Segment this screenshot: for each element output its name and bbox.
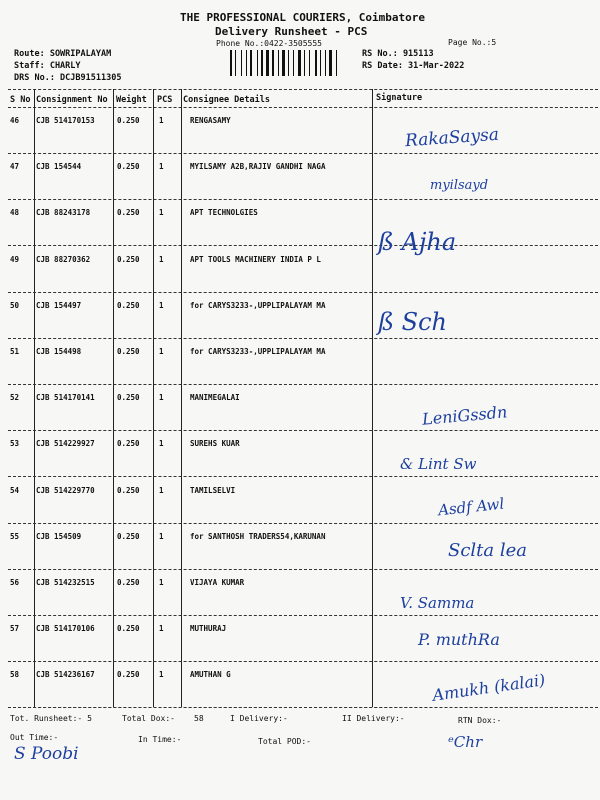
route: Route: SOWRIPALAYAM bbox=[14, 49, 112, 59]
row-consignee: for SANTHOSH TRADERS54,KARUNAN bbox=[190, 531, 326, 541]
row-pcs: 1 bbox=[159, 624, 164, 634]
row-pcs: 1 bbox=[159, 670, 164, 680]
row-pcs: 1 bbox=[159, 300, 164, 310]
row-sno: 50 bbox=[10, 300, 20, 310]
footer-rule bbox=[8, 707, 598, 708]
row-consignee: MUTHURAJ bbox=[190, 624, 227, 634]
row-consignee: TAMILSELVI bbox=[190, 485, 236, 495]
phone-number: Phone No.:0422-3505555 bbox=[216, 39, 322, 48]
row-consignee: for CARYS3233-,UPPLIPALAYAM MA bbox=[190, 300, 326, 310]
row-consignment-no: CJB 88243178 bbox=[36, 208, 91, 218]
in-time: In Time:- bbox=[138, 735, 182, 744]
total-dox-value: 58 bbox=[194, 714, 204, 723]
row-weight: 0.250 bbox=[117, 670, 140, 680]
row-weight: 0.250 bbox=[117, 624, 140, 634]
row-pcs: 1 bbox=[159, 208, 164, 218]
row-pcs: 1 bbox=[159, 485, 164, 495]
row-consignment-no: CJB 154544 bbox=[36, 162, 82, 172]
row-pcs: 1 bbox=[159, 439, 164, 449]
row-weight: 0.250 bbox=[117, 347, 140, 356]
row-divider bbox=[8, 430, 598, 431]
col-signature: Signature bbox=[376, 93, 423, 103]
row-sno: 52 bbox=[10, 393, 20, 403]
signature-57: P. muthRa bbox=[418, 630, 500, 649]
row-pcs: 1 bbox=[159, 578, 164, 587]
signature-56: V. Samma bbox=[400, 594, 475, 612]
row-sno: 57 bbox=[10, 624, 20, 634]
row-consignment-no: CJB 514229927 bbox=[36, 439, 95, 449]
out-time-signature: S Poobi bbox=[14, 744, 79, 764]
row-consignment-no: CJB 154498 bbox=[36, 347, 82, 356]
col-weight: Weight bbox=[116, 95, 147, 105]
row-consignment-no: CJB 514170153 bbox=[36, 116, 95, 125]
total-pod: Total POD:- bbox=[258, 737, 311, 746]
signature-46: RakaSaysa bbox=[404, 124, 500, 152]
row-weight: 0.250 bbox=[117, 578, 140, 587]
drs-number: DRS No.: DCJB91511305 bbox=[14, 73, 122, 83]
out-time: Out Time:- bbox=[10, 733, 59, 742]
row-consignee: SUREHS KUAR bbox=[190, 439, 240, 449]
signature-48-49: ß Ajha bbox=[378, 228, 457, 256]
row-weight: 0.250 bbox=[117, 439, 140, 449]
rtn-dox: RTN Dox:- bbox=[458, 716, 502, 725]
signature-52: LeniGssdn bbox=[421, 402, 508, 429]
row-sno: 56 bbox=[10, 578, 20, 587]
row-divider bbox=[8, 523, 598, 524]
row-sno: 54 bbox=[10, 485, 20, 495]
row-pcs: 1 bbox=[159, 162, 164, 172]
row-divider bbox=[8, 153, 598, 154]
total-dox-label: Total Dox:- bbox=[122, 714, 175, 723]
row-divider bbox=[8, 245, 598, 246]
row-divider bbox=[8, 615, 598, 616]
row-weight: 0.250 bbox=[117, 531, 140, 541]
row-pcs: 1 bbox=[159, 254, 164, 264]
page-number: Page No.:5 bbox=[448, 38, 497, 47]
row-consignment-no: CJB 514232515 bbox=[36, 578, 95, 587]
row-divider bbox=[8, 292, 598, 293]
row-divider bbox=[8, 199, 598, 200]
signature-47: myilsayd bbox=[430, 178, 489, 193]
row-weight: 0.250 bbox=[117, 116, 140, 125]
row-divider bbox=[8, 338, 598, 339]
row-consignment-no: CJB 154497 bbox=[36, 300, 82, 310]
row-divider bbox=[8, 569, 598, 570]
row-consignee: VIJAYA KUMAR bbox=[190, 578, 245, 587]
signature-58: Amukh (kalai) bbox=[431, 670, 547, 705]
signature-54: Asdf Awl bbox=[437, 494, 506, 520]
row-divider bbox=[8, 661, 598, 662]
row-weight: 0.250 bbox=[117, 254, 140, 264]
row-pcs: 1 bbox=[159, 531, 164, 541]
row-consignee: MANIMEGALAI bbox=[190, 393, 240, 403]
col-sno: S No bbox=[10, 95, 31, 105]
row-consignee: RENGASAMY bbox=[190, 116, 231, 125]
row-weight: 0.250 bbox=[117, 485, 140, 495]
row-consignment-no: CJB 154509 bbox=[36, 531, 82, 541]
row-consignment-no: CJB 88270362 bbox=[36, 254, 91, 264]
tot-runsheet: Tot. Runsheet:- 5 bbox=[10, 714, 92, 723]
header-bottom-rule bbox=[8, 107, 598, 108]
document-title: Delivery Runsheet - PCS bbox=[215, 25, 368, 38]
row-consignment-no: CJB 514229770 bbox=[36, 485, 95, 495]
staff: Staff: CHARLY bbox=[14, 61, 81, 71]
signature-50-51: ß Sch bbox=[378, 308, 447, 336]
row-pcs: 1 bbox=[159, 116, 164, 125]
company-name: THE PROFESSIONAL COURIERS, Coimbatore bbox=[180, 11, 426, 24]
row-sno: 49 bbox=[10, 254, 20, 264]
row-consignee: AMUTHAN G bbox=[190, 670, 231, 680]
col-pcs: PCS bbox=[157, 95, 173, 105]
col-consignment-no: Consignment No bbox=[36, 95, 108, 105]
row-sno: 53 bbox=[10, 439, 20, 449]
row-sno: 46 bbox=[10, 116, 20, 125]
rtn-signature: ᵉChr bbox=[448, 733, 483, 751]
row-sno: 47 bbox=[10, 162, 20, 172]
rs-number: RS No.: 915113 bbox=[362, 49, 434, 59]
row-sno: 51 bbox=[10, 347, 20, 356]
row-sno: 55 bbox=[10, 531, 20, 541]
row-consignment-no: CJB 514170141 bbox=[36, 393, 95, 403]
row-weight: 0.250 bbox=[117, 300, 140, 310]
rs-date: RS Date: 31-Mar-2022 bbox=[362, 61, 465, 71]
row-divider bbox=[8, 384, 598, 385]
row-sno: 58 bbox=[10, 670, 20, 680]
signature-55: Sclta lea bbox=[448, 540, 527, 561]
i-delivery: I Delivery:- bbox=[230, 714, 288, 723]
barcode bbox=[230, 50, 358, 76]
row-weight: 0.250 bbox=[117, 162, 140, 172]
ii-delivery: II Delivery:- bbox=[342, 714, 405, 723]
header-top-rule bbox=[8, 89, 598, 90]
row-weight: 0.250 bbox=[117, 393, 140, 403]
row-consignment-no: CJB 514236167 bbox=[36, 670, 95, 680]
row-consignment-no: CJB 514170106 bbox=[36, 624, 95, 634]
col-consignee-details: Consignee Details bbox=[183, 95, 270, 105]
row-weight: 0.250 bbox=[117, 208, 140, 218]
signature-53: & Lint Sw bbox=[400, 455, 477, 473]
row-divider bbox=[8, 476, 598, 477]
row-sno: 48 bbox=[10, 208, 20, 218]
row-pcs: 1 bbox=[159, 393, 164, 403]
row-consignee: MYILSAMY A2B,RAJIV GANDHI NAGA bbox=[190, 162, 326, 172]
row-pcs: 1 bbox=[159, 347, 164, 356]
row-consignee: APT TECHNOLGIES bbox=[190, 208, 258, 218]
row-consignee: APT TOOLS MACHINERY INDIA P L bbox=[190, 254, 321, 264]
row-consignee: for CARYS3233-,UPPLIPALAYAM MA bbox=[190, 347, 326, 356]
